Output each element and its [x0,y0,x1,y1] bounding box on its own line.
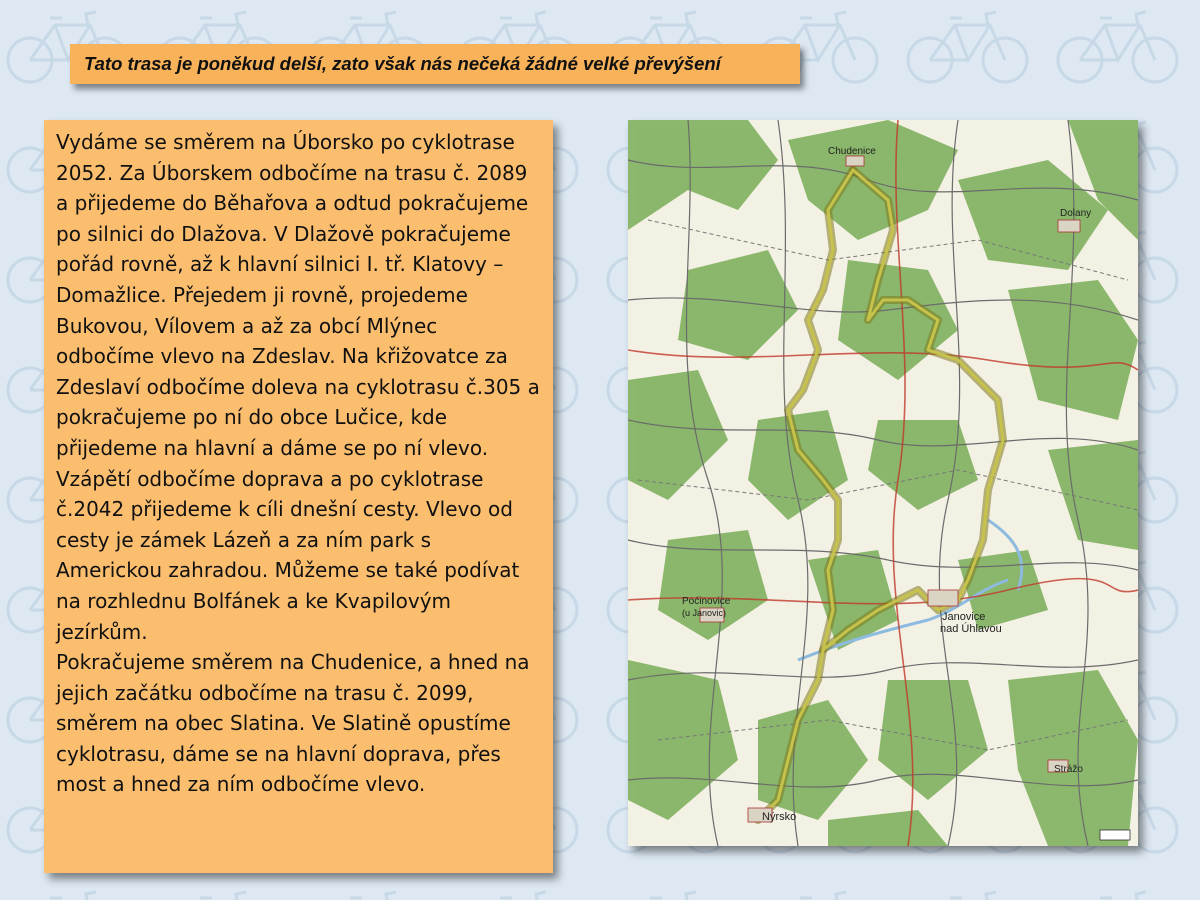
map-label-chudenice: Chudenice [828,146,876,157]
map-label-janovice: Janovice [942,611,986,623]
map-canvas [628,120,1138,846]
route-map [628,120,1138,846]
map-label-pocinovice-sub: (u Janovic) [682,608,727,618]
title-banner [70,44,800,84]
map-label-pocinovice: Poćinovice [682,596,731,607]
map-label-nyrsko: Nýrsko [762,811,797,823]
map-label-straz: Strážo [1054,764,1083,775]
map-scale-box [1100,830,1130,840]
route-paragraph-2: Pokračujeme směrem na Chudenice, a hned na jejich začátku odbočíme na trasu č. 2099, směrem na obec Slatina. Ve Slatině opustíme cyklotrasu, dáme se na hlavní doprava, přes most a hned za ním odbočíme vlevo. [56,650,530,797]
slide-title: Tato trasa je poněkud delší, zato však nás nečeká žádné velké převýšení [84,53,721,74]
route-description-box [44,120,553,873]
route-paragraph-1: Vydáme se směrem na Úborsko po cyklotrase 2052. Za Úborskem odbočíme na trasu č. 2089 a přijedeme do Běhařova a odtud pokračujeme po silnici do Dlažova. V Dlažově pokračujeme pořád rovně, až k hlavní silnici I. tř. Klatovy – Domažlice. Přejedem ji rovně, projedeme Bukovou, Vílovem a až za obcí Mlýnec odbočíme vlevo na Zdeslav. Na křižovatce za Zdeslaví odbočíme doleva na cyklotrasu č.305 a pokračujeme po ní do obce Lučice, kde přijedeme na hlavní a dáme se po ní vlevo. Vzápětí odbočíme doprava a po cyklotrase č.2042 přijedeme k cíli dnešní cesty. Vlevo od cesty je zámek Lázeň a za ním park s Americkou zahradou. Můžeme se také podívat na rozhlednu Bolfánek a ke Kvapilovým jezírkům. [56,130,540,644]
map-label-janovice-sub: nad Úhlavou [940,623,1002,635]
map-label-dolany: Dolany [1060,208,1092,219]
